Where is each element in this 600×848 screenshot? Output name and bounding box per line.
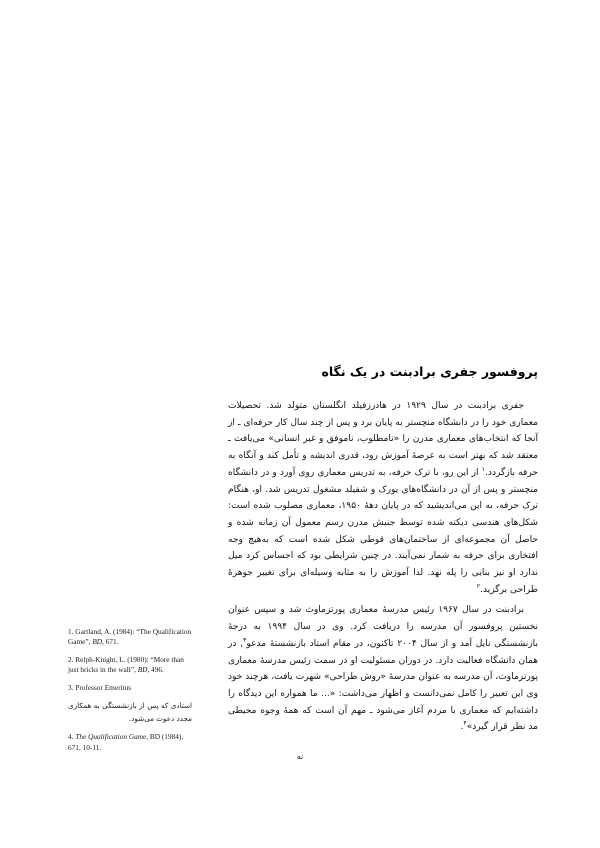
- main-text-column: [228, 398, 538, 736]
- footnote-marker-1[interactable]: ۱: [481, 465, 485, 473]
- paragraph-2-text-end: .: [460, 722, 464, 733]
- footnote-4: [68, 732, 192, 753]
- paragraph-1-text-part-2: از این رو، با ترک حرفه، به تدریس معماری روی آورد و در دانشگاه منچستر و پس از آن در دانشگاه‌های یورک و شفیلد مشغول تدریس شد. او، هنگام ترک حرفه، به این می‌اندیشید که در پایان دههٔ ۱۹۵۰، معماری مصلوب شده است: شکل‌های هندسی دیکته شده توسط جنبش مدرن رسم معمول آن زمانه شده و حاصل آن مجموعه‌ای از ساختمان‌های قوطی شکل شده است که به‌هیچ وجه افتخاری برای حرفه به شمار نمی‌آیند. در چنین شرایطی بود که احساس کرد میل ندارد او نیز بنایی را پله نهد. لذا آموزش را به مثابه وسیله‌ای برای تغییر جوهرهٔ طراحی برگزید.: [228, 467, 538, 595]
- footnote-3-number: 3.: [68, 682, 74, 692]
- body-paragraph-1: [228, 398, 538, 598]
- footnote-1-pages: , 671.: [102, 637, 119, 647]
- footnote-2-source: BD: [137, 665, 148, 675]
- footnote-2: [68, 655, 192, 676]
- body-paragraph-2: [228, 602, 538, 736]
- footnote-1-number: 1.: [68, 627, 74, 636]
- footnotes-block: [68, 627, 192, 760]
- paragraph-2-text-part-1: برادبنت در سال ۱۹۶۷ رئیس مدرسهٔ معماری پورتزماوث شد و سپس عنوان نخستین پروفسور آن مدرسه را دریافت کرد. وی در سال ۱۹۹۴ به درجهٔ بازنشستگی نایل آمد و از سال ۲۰۰۴ تاکنون، در مقام استاد بازنشستهٔ مدعو: [228, 605, 538, 649]
- paragraph-2-text-part-2: , در همان دانشگاه فعالیت دارد. در دوران مسئولیت او در سمت رئیس مدرسهٔ معماری پورتزماوث، آن مدرسه به عنوان مدرسهٔ «روش طراحی» شهرت یافت، هرچند خود وی این تعبیر را کامل نمی‌دانست و اظهار می‌داشت: «... ما همواره این دیدگاه را داشته‌ایم که معماری با مردم آغاز می‌شود ـ مهم آن است که همهٔ وجوه محیطی مد نظر قرار گیرد»: [228, 638, 538, 733]
- footnote-1-source: BD: [92, 637, 103, 647]
- footnote-1-text: Gartland, A. (1984): “The Qualification Game”,: [68, 627, 192, 647]
- page-title: پروفسور جفری برادبنت در یک نگاه: [321, 364, 538, 380]
- footnote-1: [68, 627, 192, 648]
- paragraph-1-text-part-1: جفری برادبنت در سال ۱۹۲۹ در هادرزفیلد انگلستان متولد شد. تحصیلات معماری خود را در دانشگاه منچستر به پایان برد و پس از چند سال کار حرفه‌ای ـ از آنجا که انتخاب‌های معماری مدرن را «نامطلوب، ناموفق و غیر انسانی» می‌یافت ـ معتقد شد که بهتر است به عرصهٔ آموزش رود، قدری اندیشه و تأمل کند و آنگاه به حرفه بازگردد.: [228, 401, 538, 478]
- footnote-2-pages: , 496.: [147, 665, 164, 675]
- footnote-marker-3[interactable]: ۳: [243, 636, 247, 644]
- page-number: نه: [296, 752, 304, 761]
- footnote-4-number: 4.: [68, 732, 74, 742]
- footnote-2-number: 2.: [68, 654, 74, 664]
- footnote-marker-4[interactable]: ۴: [463, 720, 467, 728]
- footnote-3-text: Professor Emeritus: [73, 682, 132, 692]
- footnote-4-pages: , BD (1984), 671, 10-11.: [68, 732, 184, 752]
- footnote-3-persian-note: استادی که پس از بازنشستگی به همکاری مجدد دعوت می‌شود.: [68, 701, 192, 723]
- footnote-2-text: Relph-Knight, L. (1980): “More than just bricks in the wall”,: [68, 654, 184, 675]
- footnote-3: [68, 683, 192, 693]
- footnote-4-source: The Qualification Game: [75, 732, 147, 742]
- footnote-marker-2[interactable]: ۲: [476, 582, 481, 590]
